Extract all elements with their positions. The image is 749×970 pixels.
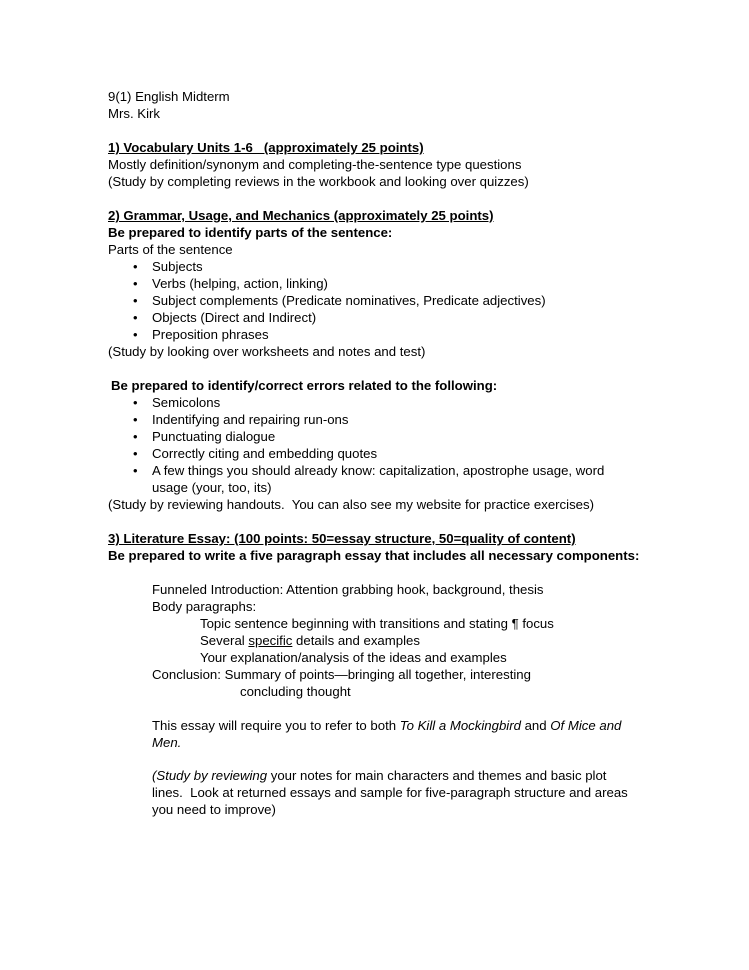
list-item-label: Subject complements (Predicate nominatives, Predicate adjectives) xyxy=(152,293,546,308)
list-item xyxy=(108,445,640,462)
essay-required-texts xyxy=(108,717,640,751)
essay-conclusion-continuation: concluding thought xyxy=(240,684,351,699)
list-item xyxy=(108,394,640,411)
section-3-heading: 3) Literature Essay: (100 points: 50=essay structure, 50=quality of content) xyxy=(108,531,576,546)
list-item-label: Preposition phrases xyxy=(152,327,269,342)
essay-study-note xyxy=(108,767,640,818)
sentence-parts-list xyxy=(108,258,640,343)
bullet-icon: • xyxy=(133,463,138,478)
list-item-label: Correctly citing and embedding quotes xyxy=(152,446,378,461)
section-2-intro-a: Parts of the sentence xyxy=(108,242,233,257)
section-1-line-2: (Study by completing reviews in the workbook and looking over quizzes) xyxy=(108,174,529,189)
list-item xyxy=(108,258,640,275)
bullet-icon: • xyxy=(133,293,138,308)
list-item xyxy=(108,462,640,496)
body-point-1-post: focus xyxy=(518,616,554,631)
list-item-label: Verbs (helping, action, linking) xyxy=(152,276,328,291)
essay-body-point-3: Your explanation/analysis of the ideas and examples xyxy=(200,650,507,665)
spacer xyxy=(108,564,640,581)
list-item xyxy=(108,292,640,309)
section-2-subheading-b: Be prepared to identify/correct errors related to the following: xyxy=(111,378,498,393)
bullet-icon: • xyxy=(133,259,138,274)
teacher-name: Mrs. Kirk xyxy=(108,106,161,121)
spacer xyxy=(108,513,640,530)
spacer xyxy=(108,360,640,377)
list-item xyxy=(108,309,640,326)
pilcrow-icon: ¶ xyxy=(511,616,519,631)
refer-text-mid: and xyxy=(520,718,551,733)
spacer xyxy=(108,122,640,139)
section-2-study-b: (Study by reviewing handouts. You can also see my website for practice exercises) xyxy=(108,497,594,512)
list-item xyxy=(108,428,640,445)
essay-body-point-1 xyxy=(108,615,640,632)
essay-intro-line: Funneled Introduction: Attention grabbing hook, background, thesis xyxy=(152,582,544,597)
section-2-heading: 2) Grammar, Usage, and Mechanics (approximately 25 points) xyxy=(108,208,494,223)
list-item xyxy=(108,411,640,428)
body-point-2-post: details and examples xyxy=(292,633,420,648)
list-item-label: Punctuating dialogue xyxy=(152,429,276,444)
list-item-label: Subjects xyxy=(152,259,203,274)
study-note-emphasis: (Study by reviewing xyxy=(152,768,268,783)
essay-body-point-2 xyxy=(108,632,640,649)
spacer xyxy=(108,190,640,207)
list-item-label: Indentifying and repairing run-ons xyxy=(152,412,349,427)
list-item-label: A few things you should already know: capitalization, apostrophe usage, word usage (your, too, its) xyxy=(152,463,605,495)
study-note-rest: your notes for main characters and themes and basic plot lines. Look at returned essays and sample for five-paragraph structure and areas you need to improve) xyxy=(152,768,632,817)
book-title-of-mice-and-men: Of Mice and Men. xyxy=(152,718,626,750)
refer-text-pre: This essay will require you to refer to both xyxy=(152,718,400,733)
body-point-2-emphasis: specific xyxy=(248,633,293,648)
book-title-mockingbird: To Kill a Mockingbird xyxy=(399,718,521,733)
course-title: 9(1) English Midterm xyxy=(108,89,230,104)
section-2-subheading-a: Be prepared to identify parts of the sentence: xyxy=(108,225,393,240)
bullet-icon: • xyxy=(133,395,138,410)
bullet-icon: • xyxy=(133,429,138,444)
spacer xyxy=(108,700,640,717)
list-item xyxy=(108,275,640,292)
body-point-2-pre: Several xyxy=(200,633,249,648)
bullet-icon: • xyxy=(133,327,138,342)
list-item xyxy=(108,326,640,343)
document-body xyxy=(108,88,640,818)
section-3-subheading: Be prepared to write a five paragraph essay that includes all necessary components: xyxy=(108,548,640,563)
section-2-study-a: (Study by looking over worksheets and notes and test) xyxy=(108,344,426,359)
bullet-icon: • xyxy=(133,310,138,325)
bullet-icon: • xyxy=(133,412,138,427)
bullet-icon: • xyxy=(133,446,138,461)
list-item-label: Objects (Direct and Indirect) xyxy=(152,310,317,325)
essay-conclusion-line: Conclusion: Summary of points—bringing all together, interesting xyxy=(152,667,531,682)
essay-body-label: Body paragraphs: xyxy=(152,599,257,614)
bullet-icon: • xyxy=(133,276,138,291)
spacer xyxy=(108,751,640,767)
list-item-label: Semicolons xyxy=(152,395,221,410)
body-point-1-pre: Topic sentence beginning with transitions and stating xyxy=(200,616,512,631)
error-types-list xyxy=(108,394,640,496)
section-1-heading: 1) Vocabulary Units 1-6 (approximately 25 points) xyxy=(108,140,424,155)
section-1-line-1: Mostly definition/synonym and completing-the-sentence type questions xyxy=(108,157,522,172)
